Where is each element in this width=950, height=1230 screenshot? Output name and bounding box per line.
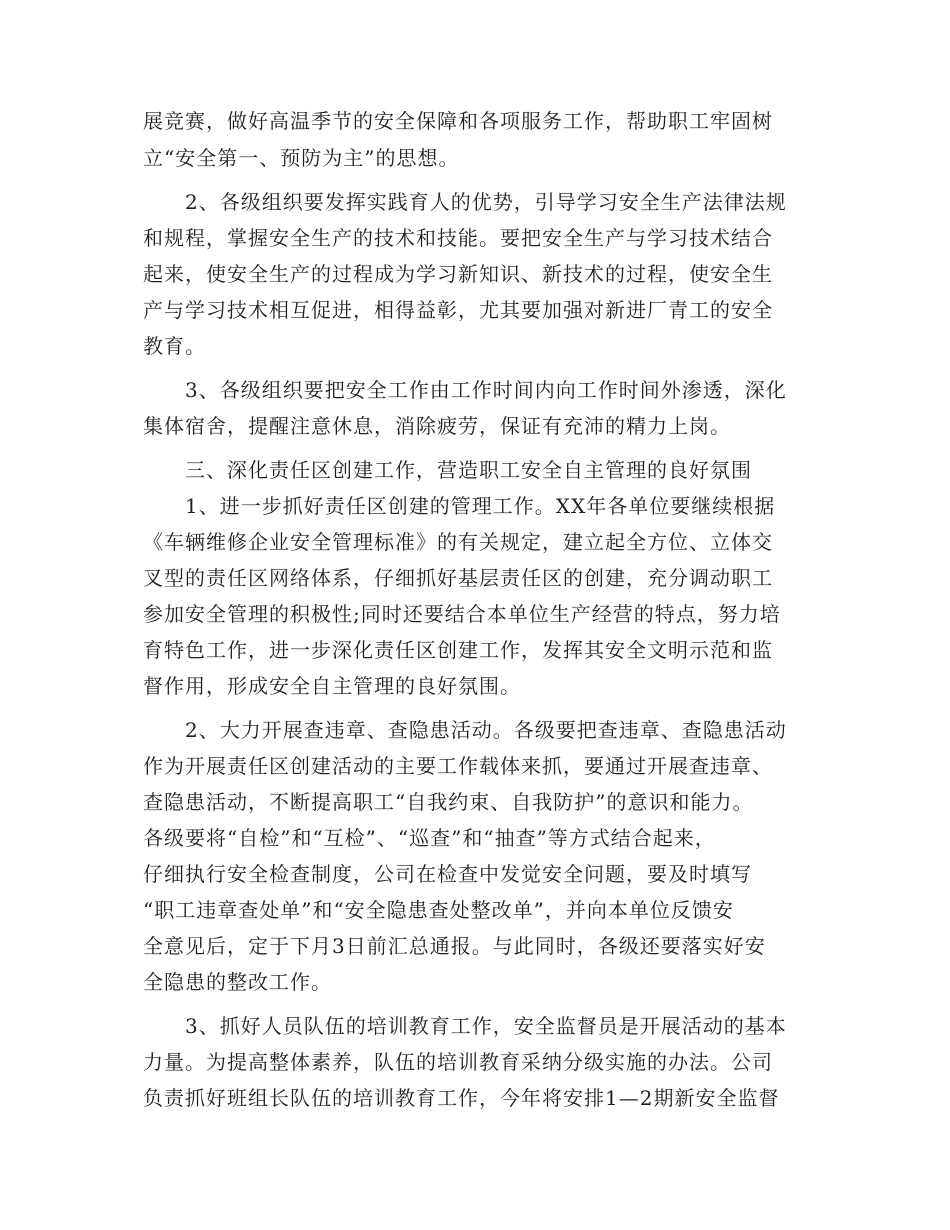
- text-line: 参加安全管理的积极性;同时还要结合本单位生产经营的特点，努力培: [143, 602, 781, 626]
- text-line: 集体宿舍，提醒注意休息，消除疲劳，保证有充沛的精力上岗。: [143, 414, 731, 438]
- text-line: 展竞赛，做好高温季节的安全保障和各项服务工作，帮助职工牢固树: [143, 109, 773, 133]
- text-line: 各级要将“自检”和“互检”、“巡查”和“抽查”等方式结合起来，: [143, 826, 716, 850]
- text-line: 立“安全第一、预防为主”的思想。: [143, 146, 460, 170]
- text-line: “职工违章查处单”和“安全隐患查处整改单”，并向本单位反馈安: [143, 898, 734, 922]
- text-line: 2、各级组织要发挥实践育人的优势，引导学习安全生产法律法规: [143, 190, 787, 214]
- text-line: 《车辆维修企业安全管理标准》的有关规定，建立起全方位、立体交: [143, 530, 773, 554]
- text-line: 督作用，形成安全自主管理的良好氛围。: [143, 674, 521, 698]
- text-line: 查隐患活动，不断提高职工“自我约束、自我防护”的意识和能力。: [143, 790, 754, 814]
- text-line: 叉型的责任区网络体系，仔细抓好基层责任区的创建，充分调动职工: [143, 566, 773, 590]
- text-line: 育特色工作，进一步深化责任区创建工作，发挥其安全文明示范和监: [143, 638, 773, 662]
- text-line: 全隐患的整改工作。: [143, 970, 332, 994]
- text-line: 产与学习技术相互促进，相得益彰，尤其要加强对新进厂青工的安全: [143, 298, 773, 322]
- text-line: 作为开展责任区创建活动的主要工作载体来抓，要通过开展查违章、: [143, 754, 773, 778]
- text-line: 全意见后，定于下月3日前汇总通报。与此同时，各级还要落实好安: [143, 934, 766, 958]
- text-line: 1、进一步抓好责任区创建的管理工作。XX年各单位要继续根据: [143, 494, 776, 518]
- text-line: 3、各级组织要把安全工作由工作时间内向工作时间外渗透，深化: [143, 378, 787, 402]
- text-line: 力量。为提高整体素养，队伍的培训教育采纳分级实施的办法。公司: [143, 1050, 773, 1074]
- text-line: 和规程，掌握安全生产的技术和技能。要把安全生产与学习技术结合: [143, 226, 773, 250]
- text-line: 三、深化责任区创建工作，营造职工安全自主管理的良好氛围: [143, 458, 752, 482]
- text-line: 负责抓好班组长队伍的培训教育工作，今年将安排1—2期新安全监督: [143, 1086, 780, 1110]
- text-line: 起来，使安全生产的过程成为学习新知识、新技术的过程，使安全生: [143, 262, 773, 286]
- text-line: 2、大力开展查违章、查隐患活动。各级要把查违章、查隐患活动: [143, 718, 787, 742]
- text-line: 教育。: [143, 334, 206, 358]
- text-line: 仔细执行安全检查制度，公司在检查中发觉安全问题，要及时填写: [143, 862, 752, 886]
- text-line: 3、抓好人员队伍的培训教育工作，安全监督员是开展活动的基本: [143, 1014, 787, 1038]
